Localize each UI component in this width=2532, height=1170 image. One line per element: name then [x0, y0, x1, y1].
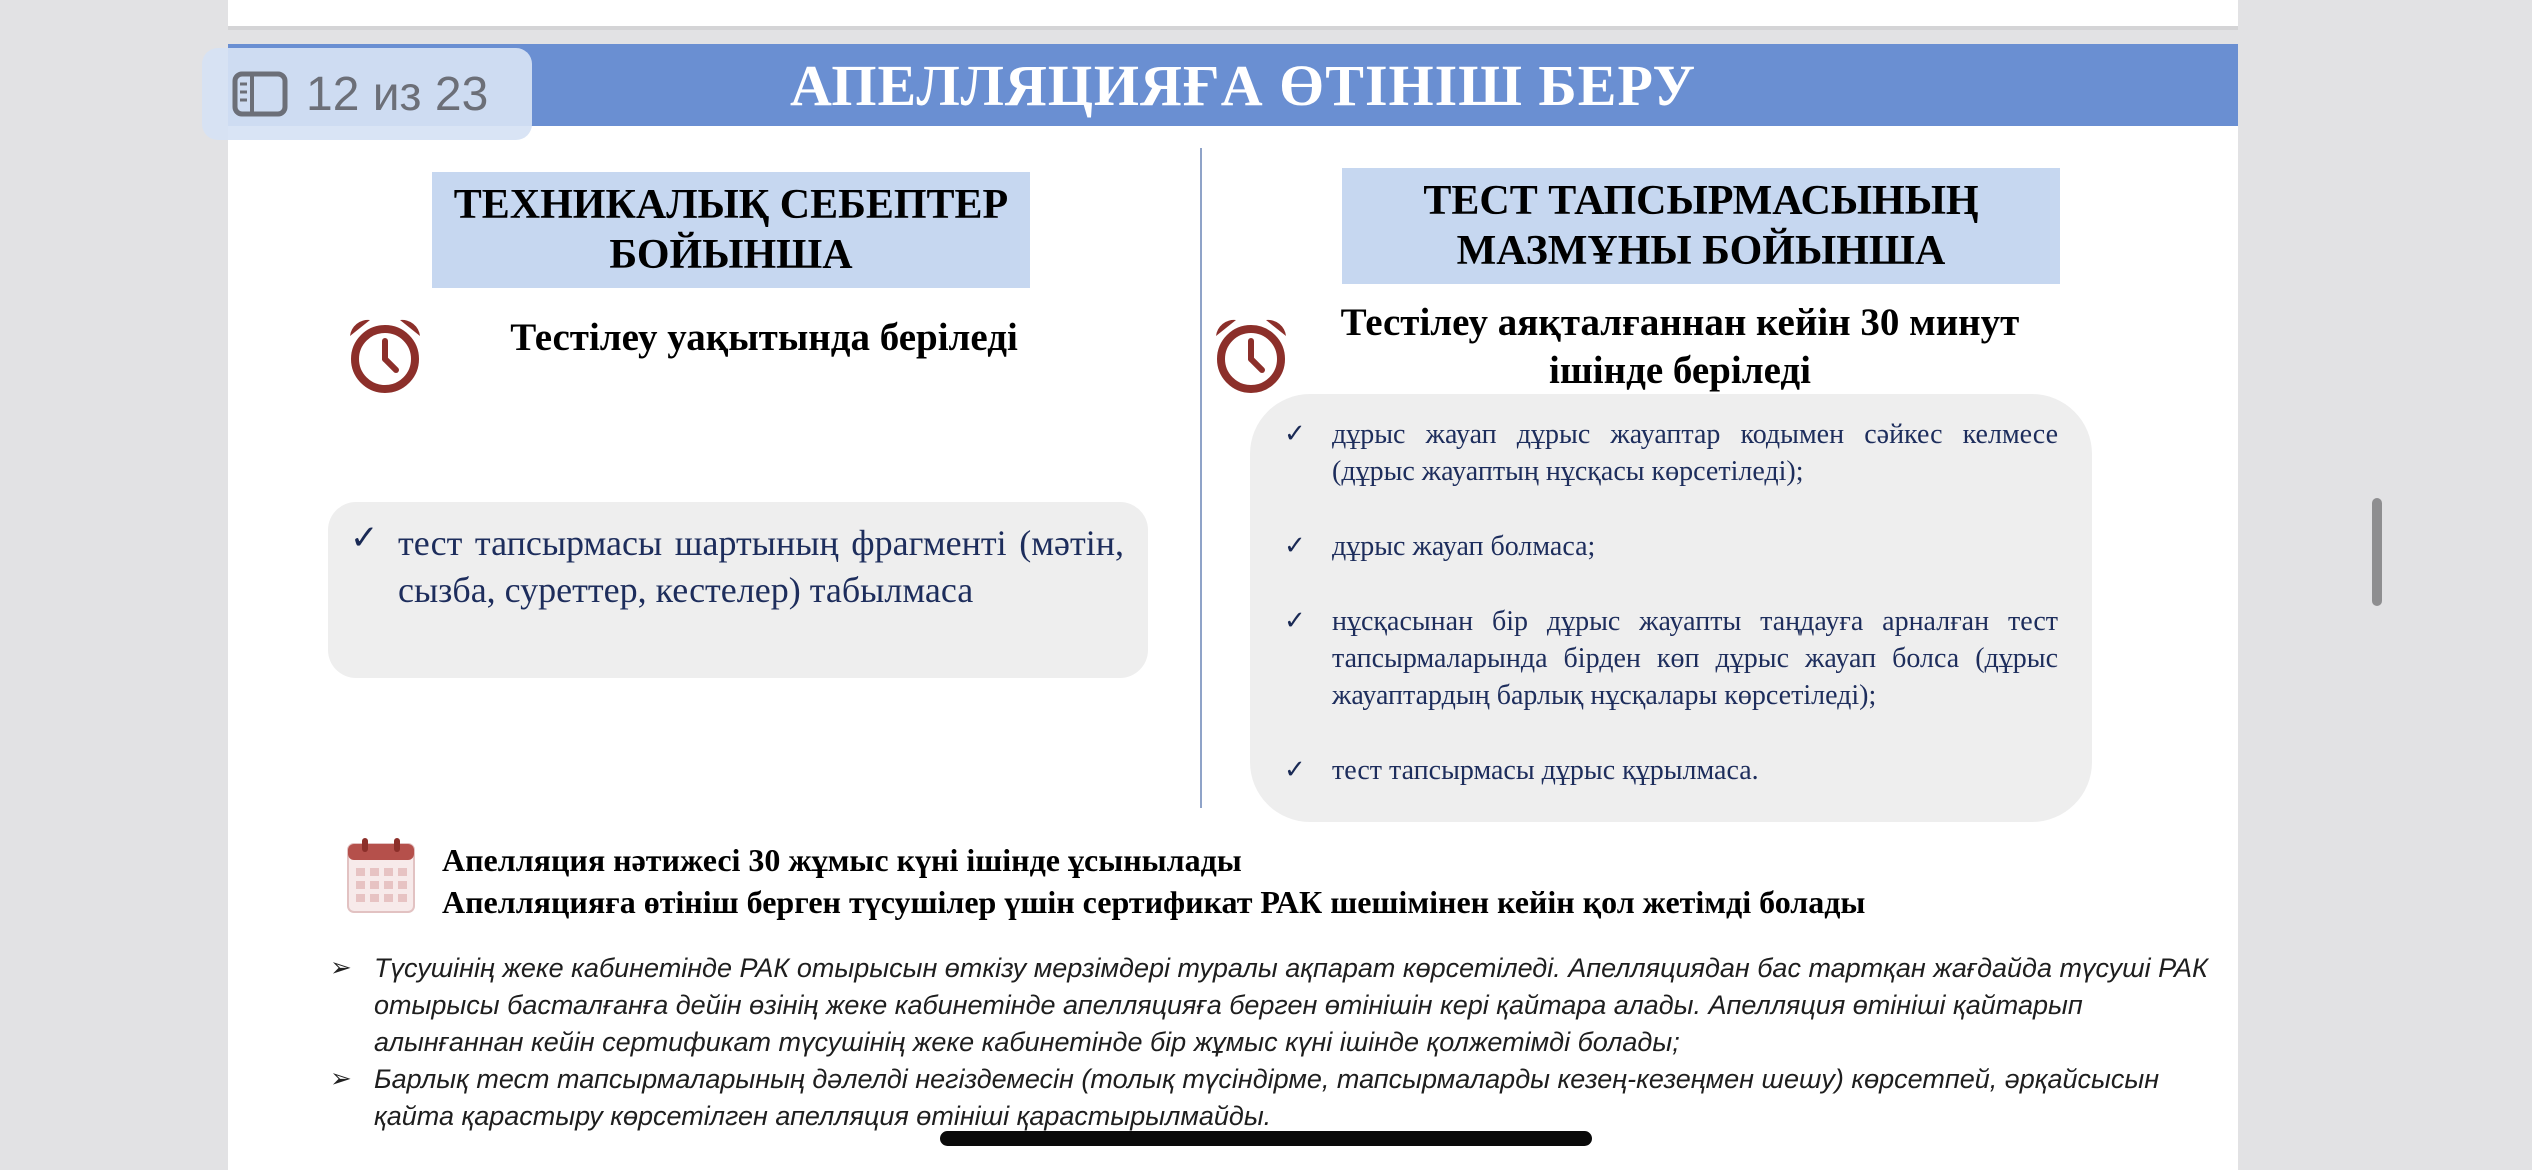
list-item: [298, 950, 2208, 1061]
certificate-availability-text: Апелляцияға өтініш берген түсушілер үшін сертификат РАК шешімінен кейін қол жетімді болады: [442, 884, 1866, 920]
left-heading-line2: БОЙЫНША: [609, 232, 853, 278]
column-divider: [1200, 148, 1202, 808]
list-item: [1284, 603, 2058, 714]
document-page: [228, 44, 2238, 1170]
left-heading-line1: ТЕХНИКАЛЫҚ СЕБЕПТЕР: [453, 182, 1009, 228]
list-item-text: дұрыс жауап болмаса;: [1332, 531, 1596, 562]
right-timing-line2: ішінде беріледі: [1549, 349, 1811, 392]
page-indicator-label: 12 из 23: [306, 67, 489, 121]
result-deadline-text: Апелляция нәтижесі 30 жұмыс күні ішінде ұсынылады: [442, 842, 1242, 878]
list-item: тест тапсырмасы шартының фрагменті (мәтін, сызба, суреттер, кестелер) табылмаса: [398, 523, 1124, 610]
left-timing-note: Тестілеу уақытында беріледі: [510, 316, 1018, 359]
list-item-text: нұсқасынан бір дұрыс жауапты таңдауға арналған тест тапсырмаларында бірден көп дұрыс жауап болса (дұрыс жауаптардың барлық нұсқалары көрсетіледі);: [1332, 606, 2058, 711]
list-item: [1284, 752, 2058, 789]
scrollbar-thumb[interactable]: [2372, 498, 2382, 606]
arrow-bullet-icon: ➢: [330, 1064, 352, 1094]
left-section-heading: [432, 172, 1030, 288]
slide-title: АПЕЛЛЯЦИЯҒА ӨТІНІШ БЕРУ: [789, 52, 1697, 118]
right-timing-line1: Тестілеу аяқталғаннан кейін 30 минут: [1340, 301, 2020, 344]
right-heading-line1: ТЕСТ ТАПСЫРМАСЫНЫҢ: [1423, 178, 1979, 224]
technical-reasons-card: [328, 502, 1148, 678]
home-indicator[interactable]: [940, 1131, 1592, 1146]
right-section-heading: [1342, 168, 2060, 284]
note-text: Барлық тест тапсырмаларының дәлелді негіздемесін (толық түсіндірме, тапсырмаларды кезең-кезеңмен шешу) көрсетпей, әрқайсысын қайта қарастыру көрсетілген апелляция өтініші қарастырылмайды.: [374, 1064, 2160, 1131]
list-item: [1284, 416, 2058, 490]
checkmark-icon: ✓: [1284, 755, 1306, 785]
list-item: [298, 1061, 2208, 1135]
calendar-icon: [346, 836, 416, 914]
checkmark-icon: ✓: [1284, 419, 1306, 449]
checkmark-icon: ✓: [1284, 606, 1306, 636]
content-reasons-card: [1250, 394, 2092, 822]
note-text: Түсушінің жеке кабинетінде РАК отырысын өткізу мерзімдері туралы ақпарат көрсетіледі. Апелляциядан бас тартқан жағдайда түсуші РАК отырысы басталғанға дейін өзінің жеке кабинетінде апелляцияға берген өтінішін кері қайтара алады. Апелляция өтініші қайтарып алынғаннан кейін сертификат түсушінің жеке кабинетінде бір жұмыс күні ішінде қолжетімді болады;: [374, 953, 2208, 1057]
previous-page-edge: [228, 0, 2238, 30]
arrow-bullet-icon: ➢: [330, 953, 352, 983]
notes-list: [298, 950, 2208, 1135]
page-indicator[interactable]: [202, 48, 532, 140]
list-item: [1284, 528, 2058, 565]
right-heading-line2: МАЗМҰНЫ БОЙЫНША: [1456, 228, 1946, 274]
right-timing-note: [1280, 299, 2080, 395]
checkmark-icon: ✓: [1284, 531, 1306, 561]
list-item-text: тест тапсырмасы дұрыс құрылмаса.: [1332, 755, 1759, 786]
sidebar-icon[interactable]: [232, 71, 288, 117]
alarm-clock-icon: [344, 314, 426, 396]
checkmark-icon: ✓: [350, 518, 379, 558]
list-item-text: дұрыс жауап дұрыс жауаптар кодымен сәйкес келмесе (дұрыс жауаптың нұсқасы көрсетіледі);: [1332, 419, 2058, 487]
